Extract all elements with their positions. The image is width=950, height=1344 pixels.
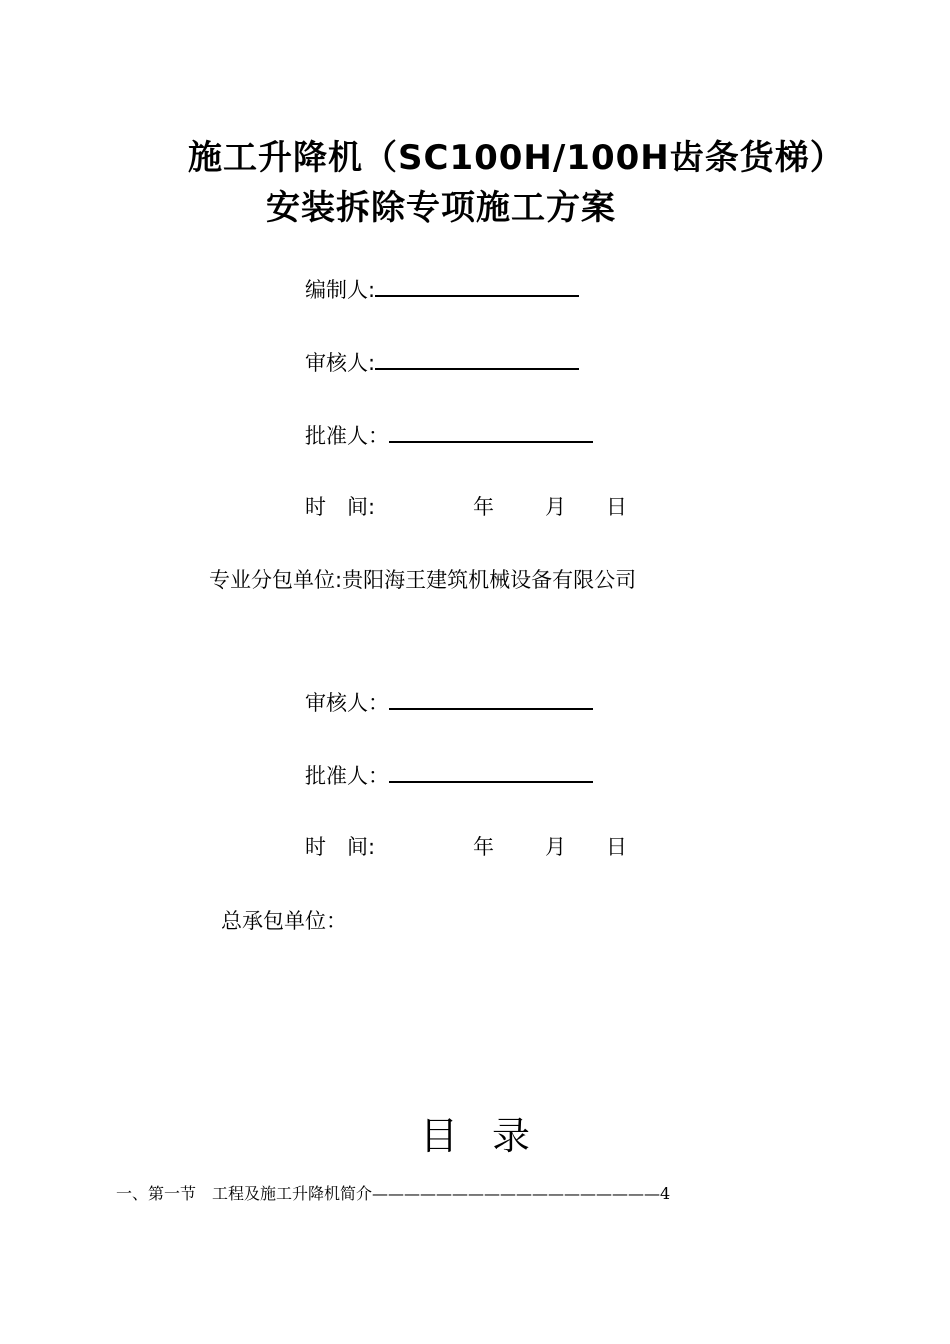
toc-item-text: 一、第一节 工程及施工升降机简介	[116, 1184, 373, 1203]
approver-signature-line-2	[389, 759, 593, 783]
toc-item-leader: ——————————————————	[372, 1184, 661, 1203]
approver-label: 批准人：	[305, 424, 389, 448]
reviewer-signature-line-2	[389, 686, 593, 710]
day-label-2: 日	[606, 835, 627, 859]
day-label: 日	[606, 495, 627, 519]
year-label-2: 年	[473, 835, 494, 859]
general-contractor-label: 总承包单位：	[221, 909, 347, 933]
document-title-line1: 施工升降机（SC100H/100H齿条货梯）	[188, 138, 845, 178]
approver-field-2	[305, 759, 593, 790]
toc-heading: 目录	[420, 1114, 565, 1158]
reviewer-signature-line	[375, 346, 579, 370]
year-label: 年	[473, 495, 494, 519]
toc-item[interactable]	[116, 1181, 670, 1204]
time-label: 时 间:	[305, 495, 376, 519]
month-label-2: 月	[545, 835, 566, 859]
approver-label-2: 批准人：	[305, 764, 389, 788]
subcontractor-line: 专业分包单位:贵阳海王建筑机械设备有限公司	[209, 568, 637, 592]
document-title-line2: 安装拆除专项施工方案	[266, 188, 616, 228]
approver-field	[305, 419, 593, 450]
toc-item-page: 4	[660, 1184, 671, 1203]
reviewer-label-2: 审核人：	[305, 691, 389, 715]
compiler-signature-line	[375, 273, 579, 297]
reviewer-label: 审核人:	[305, 351, 376, 375]
month-label: 月	[545, 495, 566, 519]
reviewer-field-2	[305, 686, 593, 717]
time-label-2: 时 间:	[305, 835, 376, 859]
reviewer-field	[305, 346, 579, 377]
compiler-field	[305, 273, 579, 304]
compiler-label: 编制人:	[305, 278, 376, 302]
approver-signature-line	[389, 419, 593, 443]
